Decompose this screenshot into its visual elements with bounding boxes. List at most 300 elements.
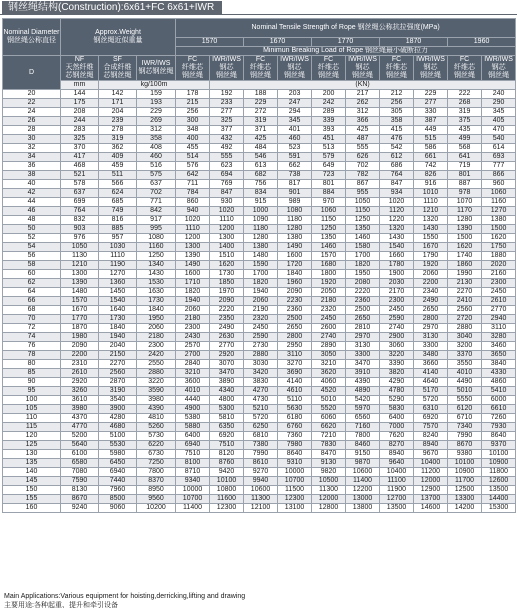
value-cell: 1110 — [99, 252, 137, 261]
value-cell: 405 — [482, 117, 516, 126]
value-cell: 14600 — [414, 504, 448, 513]
value-cell: 1320 — [380, 225, 414, 234]
table-row — [3, 306, 516, 315]
value-cell: 13000 — [346, 495, 380, 504]
value-cell: 7570 — [414, 423, 448, 432]
value-cell: 1190 — [99, 261, 137, 270]
value-cell: 9820 — [312, 468, 346, 477]
value-cell: 3910 — [346, 369, 380, 378]
value-cell: 515 — [414, 135, 448, 144]
value-cell: 4140 — [414, 369, 448, 378]
value-cell: 2090 — [278, 288, 312, 297]
value-cell: 901 — [278, 189, 312, 198]
value-cell: 9240 — [61, 504, 99, 513]
value-cell: 649 — [312, 162, 346, 171]
value-cell: 5010 — [448, 387, 482, 396]
value-cell: 5290 — [380, 396, 414, 405]
diameter-cell: 76 — [3, 342, 61, 351]
value-cell: 7000 — [380, 423, 414, 432]
value-cell: 5420 — [346, 396, 380, 405]
value-cell: 957 — [99, 234, 137, 243]
value-cell: 393 — [312, 126, 346, 135]
value-cell: 1700 — [346, 252, 380, 261]
value-cell: 193 — [137, 99, 176, 108]
value-cell: 2730 — [244, 342, 278, 351]
value-cell: 801 — [312, 180, 346, 189]
diameter-cell: 56 — [3, 252, 61, 261]
value-cell: 3820 — [380, 369, 414, 378]
diameter-cell: 150 — [3, 486, 61, 495]
value-cell: 3590 — [137, 387, 176, 396]
value-cell: 613 — [244, 162, 278, 171]
value-cell: 11600 — [210, 495, 244, 504]
value-cell: 6400 — [380, 414, 414, 423]
value-cell: 1160 — [482, 198, 516, 207]
value-cell: 1350 — [312, 234, 346, 243]
value-cell: 11700 — [448, 477, 482, 486]
value-cell: 1510 — [210, 252, 244, 261]
value-cell: 5640 — [61, 441, 99, 450]
value-cell: 8470 — [312, 450, 346, 459]
value-cell: 4490 — [448, 378, 482, 387]
value-cell: 1180 — [278, 216, 312, 225]
value-cell: 7210 — [312, 432, 346, 441]
value-cell: 12200 — [346, 486, 380, 495]
diameter-cell: 24 — [3, 108, 61, 117]
value-cell: 6450 — [99, 459, 137, 468]
value-cell: 6060 — [312, 414, 346, 423]
value-cell: 204 — [99, 108, 137, 117]
value-cell: 826 — [414, 171, 448, 180]
value-cell: 5200 — [61, 432, 99, 441]
table-row — [3, 414, 516, 423]
value-cell: 7960 — [99, 486, 137, 495]
value-cell: 511 — [99, 171, 137, 180]
value-cell: 13500 — [482, 486, 516, 495]
value-cell: 8640 — [482, 432, 516, 441]
value-cell: 1110 — [414, 198, 448, 207]
table-row — [3, 243, 516, 252]
value-cell: 2800 — [414, 315, 448, 324]
value-cell: 2770 — [482, 306, 516, 315]
value-cell: 10900 — [482, 459, 516, 468]
value-cell: 12600 — [482, 477, 516, 486]
value-cell: 9870 — [346, 459, 380, 468]
value-cell: 934 — [380, 189, 414, 198]
value-cell: 11100 — [380, 477, 414, 486]
value-cell: 10000 — [278, 468, 312, 477]
value-cell: 3550 — [448, 360, 482, 369]
value-cell: 1110 — [210, 216, 244, 225]
value-cell: 637 — [137, 180, 176, 189]
value-cell: 976 — [61, 234, 99, 243]
value-cell: 3260 — [61, 387, 99, 396]
value-cell: 2500 — [346, 306, 380, 315]
main-applications-text-cn: 主要用途:各种起重、提升和牵引设备 — [4, 602, 118, 609]
strength-col-fc: FC 纤维芯 钢丝绳 — [176, 56, 210, 81]
value-cell: 5110 — [278, 396, 312, 405]
diameter-cell: 22 — [3, 99, 61, 108]
value-cell: 2200 — [414, 279, 448, 288]
unit-kn: (KN) — [210, 81, 516, 90]
value-cell: 4370 — [61, 414, 99, 423]
strength-col-iwr: IWR/IWS 钢芯 钢丝绳 — [482, 56, 516, 81]
value-cell: 4270 — [244, 387, 278, 396]
value-cell: 5210 — [244, 405, 278, 414]
value-cell: 555 — [210, 153, 244, 162]
value-cell: 1820 — [346, 261, 380, 270]
diameter-cell: 130 — [3, 450, 61, 459]
value-cell: 1050 — [61, 243, 99, 252]
value-cell: 2310 — [61, 360, 99, 369]
value-cell: 2770 — [210, 342, 244, 351]
value-cell: 370 — [61, 144, 99, 153]
value-cell: 5530 — [99, 441, 137, 450]
value-cell: 1460 — [312, 243, 346, 252]
weight-col-sf: SF 合成纤维 芯钢丝绳 — [99, 56, 137, 81]
table-row — [3, 234, 516, 243]
value-cell: 5630 — [278, 405, 312, 414]
value-cell: 2920 — [61, 378, 99, 387]
value-cell: 1380 — [482, 216, 516, 225]
value-cell: 13700 — [414, 495, 448, 504]
value-cell: 3690 — [278, 369, 312, 378]
value-cell: 5970 — [346, 405, 380, 414]
value-cell: 2340 — [414, 288, 448, 297]
value-cell: 749 — [99, 207, 137, 216]
value-cell: 2180 — [176, 315, 210, 324]
value-cell: 1550 — [414, 234, 448, 243]
value-cell: 2880 — [244, 351, 278, 360]
value-cell: 4280 — [99, 414, 137, 423]
value-cell: 7620 — [380, 432, 414, 441]
value-cell: 9560 — [137, 495, 176, 504]
diameter-cell: 90 — [3, 378, 61, 387]
value-cell: 377 — [210, 126, 244, 135]
value-cell: 256 — [380, 99, 414, 108]
value-cell: 2050 — [312, 288, 346, 297]
table-row — [3, 432, 516, 441]
value-cell: 9670 — [414, 450, 448, 459]
value-cell: 6310 — [414, 405, 448, 414]
value-cell: 1010 — [414, 189, 448, 198]
value-cell: 294 — [278, 108, 312, 117]
value-cell: 1740 — [448, 252, 482, 261]
value-cell: 1250 — [346, 216, 380, 225]
value-cell: 1980 — [61, 333, 99, 342]
rope-spec-table — [2, 18, 516, 513]
value-cell: 4330 — [482, 369, 516, 378]
value-cell: 6610 — [482, 405, 516, 414]
diameter-cell: 74 — [3, 333, 61, 342]
value-cell: 3890 — [210, 378, 244, 387]
value-cell: 9380 — [448, 450, 482, 459]
strength-col-fc: FC 纤维芯 钢丝绳 — [312, 56, 346, 81]
value-cell: 2840 — [176, 360, 210, 369]
value-cell: 2560 — [448, 306, 482, 315]
table-row — [3, 468, 516, 477]
value-cell: 6250 — [244, 423, 278, 432]
value-cell: 523 — [278, 144, 312, 153]
value-cell: 1850 — [210, 279, 244, 288]
value-cell: 10700 — [176, 495, 210, 504]
value-cell: 8610 — [244, 459, 278, 468]
value-cell: 1640 — [99, 306, 137, 315]
weight-col-iwr: IWR/IWS 钢芯钢丝绳 — [137, 56, 176, 81]
value-cell: 1050 — [346, 198, 380, 207]
value-cell: 3200 — [448, 342, 482, 351]
value-cell: 1160 — [137, 243, 176, 252]
value-cell: 1820 — [176, 288, 210, 297]
value-cell: 1460 — [346, 234, 380, 243]
diameter-cell: 60 — [3, 270, 61, 279]
table-row — [3, 423, 516, 432]
value-cell: 9130 — [312, 459, 346, 468]
grade-1770: 1770 — [312, 38, 380, 47]
value-cell: 256 — [176, 108, 210, 117]
value-cell: 8760 — [210, 459, 244, 468]
value-cell: 2590 — [244, 333, 278, 342]
value-cell: 5260 — [137, 423, 176, 432]
value-cell: 2300 — [482, 279, 516, 288]
value-cell: 5380 — [176, 414, 210, 423]
value-cell: 860 — [176, 198, 210, 207]
value-cell: 1150 — [312, 216, 346, 225]
value-cell: 7260 — [482, 414, 516, 423]
value-cell: 5810 — [210, 414, 244, 423]
table-row — [3, 315, 516, 324]
value-cell: 3980 — [61, 405, 99, 414]
value-cell: 2740 — [312, 333, 346, 342]
value-cell: 12700 — [380, 495, 414, 504]
value-cell: 1060 — [312, 207, 346, 216]
value-cell: 4520 — [312, 387, 346, 396]
value-cell: 345 — [482, 108, 516, 117]
value-cell: 6000 — [482, 396, 516, 405]
table-row — [3, 504, 516, 513]
value-cell: 3830 — [244, 378, 278, 387]
table-row — [3, 351, 516, 360]
value-cell: 7250 — [137, 459, 176, 468]
value-cell: 1000 — [244, 207, 278, 216]
value-cell: 586 — [414, 144, 448, 153]
table-row — [3, 387, 516, 396]
value-cell: 2600 — [312, 324, 346, 333]
value-cell: 2020 — [482, 261, 516, 270]
table-row — [3, 297, 516, 306]
value-cell: 3040 — [448, 333, 482, 342]
value-cell: 1020 — [176, 216, 210, 225]
value-cell: 8670 — [61, 495, 99, 504]
value-cell: 13100 — [278, 504, 312, 513]
value-cell: 3460 — [482, 342, 516, 351]
value-cell: 2360 — [278, 306, 312, 315]
value-cell: 578 — [61, 180, 99, 189]
value-cell: 7080 — [61, 468, 99, 477]
value-cell: 5720 — [414, 396, 448, 405]
value-cell: 989 — [278, 198, 312, 207]
value-cell: 801 — [448, 171, 482, 180]
value-cell: 1940 — [244, 288, 278, 297]
value-cell: 2800 — [278, 333, 312, 342]
value-cell: 415 — [380, 126, 414, 135]
value-cell: 9340 — [176, 477, 210, 486]
value-cell: 917 — [137, 216, 176, 225]
table-row — [3, 117, 516, 126]
table-row — [3, 153, 516, 162]
value-cell: 1620 — [448, 243, 482, 252]
value-cell: 1280 — [244, 234, 278, 243]
value-cell: 8370 — [137, 477, 176, 486]
value-cell: 4010 — [176, 387, 210, 396]
value-cell: 10600 — [346, 468, 380, 477]
value-cell: 3130 — [414, 333, 448, 342]
value-cell: 12300 — [278, 495, 312, 504]
value-cell: 330 — [414, 108, 448, 117]
value-cell: 217 — [346, 90, 380, 99]
value-cell: 1660 — [380, 252, 414, 261]
value-cell: 1840 — [99, 324, 137, 333]
table-row — [3, 216, 516, 225]
value-cell: 4770 — [61, 423, 99, 432]
value-cell: 7990 — [448, 432, 482, 441]
value-cell: 233 — [210, 99, 244, 108]
value-cell: 3370 — [448, 351, 482, 360]
value-cell: 345 — [278, 117, 312, 126]
value-cell: 290 — [482, 99, 516, 108]
value-cell: 5880 — [176, 423, 210, 432]
value-cell: 955 — [346, 189, 380, 198]
value-cell: 1400 — [210, 243, 244, 252]
value-cell: 3190 — [99, 387, 137, 396]
value-cell: 10100 — [448, 459, 482, 468]
value-cell: 641 — [448, 153, 482, 162]
diameter-cell: 54 — [3, 243, 61, 252]
value-cell: 3540 — [99, 396, 137, 405]
value-cell: 3420 — [244, 369, 278, 378]
table-row — [3, 288, 516, 297]
table-row — [3, 270, 516, 279]
value-cell: 460 — [278, 135, 312, 144]
value-cell: 3030 — [244, 360, 278, 369]
value-cell: 12900 — [414, 486, 448, 495]
value-cell: 514 — [176, 153, 210, 162]
table-row — [3, 342, 516, 351]
value-cell: 2180 — [137, 333, 176, 342]
table-body — [3, 90, 516, 513]
value-cell: 188 — [244, 90, 278, 99]
value-cell: 319 — [244, 117, 278, 126]
value-cell: 1380 — [278, 234, 312, 243]
value-cell: 1250 — [312, 225, 346, 234]
value-cell: 1720 — [278, 261, 312, 270]
unit-mm: mm — [61, 81, 99, 90]
value-cell: 9640 — [380, 459, 414, 468]
value-cell: 1730 — [137, 297, 176, 306]
value-cell: 2450 — [312, 315, 346, 324]
value-cell: 375 — [448, 117, 482, 126]
table-row — [3, 162, 516, 171]
value-cell: 272 — [244, 108, 278, 117]
table-row — [3, 108, 516, 117]
value-cell: 8710 — [176, 468, 210, 477]
value-cell: 3660 — [414, 360, 448, 369]
value-cell: 719 — [448, 162, 482, 171]
value-cell: 9150 — [346, 450, 380, 459]
value-cell: 568 — [448, 144, 482, 153]
value-cell: 5730 — [137, 432, 176, 441]
value-cell: 4890 — [346, 387, 380, 396]
diameter-cell: 140 — [3, 468, 61, 477]
value-cell: 1270 — [482, 207, 516, 216]
diameter-cell: 110 — [3, 414, 61, 423]
value-cell: 455 — [176, 144, 210, 153]
diameter-cell: 48 — [3, 216, 61, 225]
value-cell: 1340 — [137, 261, 176, 270]
diameter-cell: 26 — [3, 117, 61, 126]
value-cell: 1960 — [278, 279, 312, 288]
table-row — [3, 333, 516, 342]
value-cell: 1840 — [278, 270, 312, 279]
value-cell: 1200 — [176, 234, 210, 243]
value-cell: 2420 — [137, 351, 176, 360]
value-cell: 2220 — [346, 288, 380, 297]
value-cell: 1280 — [278, 225, 312, 234]
value-cell: 9060 — [99, 504, 137, 513]
strength-col-iwr: IWR/IWS 钢芯 钢丝绳 — [278, 56, 312, 81]
value-cell: 3840 — [482, 360, 516, 369]
value-cell: 3470 — [346, 360, 380, 369]
value-cell: 300 — [176, 117, 210, 126]
value-cell: 4900 — [176, 405, 210, 414]
value-cell: 222 — [448, 90, 482, 99]
value-cell: 686 — [380, 162, 414, 171]
diameter-cell: 46 — [3, 207, 61, 216]
weight-col-nf: NF 天然纤维 芯钢丝绳 — [61, 56, 99, 81]
value-cell: 702 — [346, 162, 380, 171]
value-cell: 3050 — [312, 351, 346, 360]
value-cell: 339 — [312, 117, 346, 126]
value-cell: 612 — [380, 153, 414, 162]
value-cell: 769 — [210, 180, 244, 189]
value-cell: 764 — [61, 207, 99, 216]
diameter-cell: 52 — [3, 234, 61, 243]
value-cell: 642 — [176, 171, 210, 180]
strength-col-iwr: IWR/IWS 钢芯 钢丝绳 — [414, 56, 448, 81]
value-cell: 2350 — [210, 315, 244, 324]
value-cell: 1180 — [244, 225, 278, 234]
value-cell: 14200 — [448, 504, 482, 513]
value-cell: 3390 — [380, 360, 414, 369]
value-cell: 1860 — [448, 261, 482, 270]
value-cell: 694 — [210, 171, 244, 180]
value-cell: 2320 — [244, 315, 278, 324]
value-cell: 4010 — [448, 369, 482, 378]
value-cell: 1940 — [176, 297, 210, 306]
value-cell: 4140 — [278, 378, 312, 387]
value-cell: 4440 — [176, 396, 210, 405]
diameter-cell: 32 — [3, 144, 61, 153]
diameter-cell: 66 — [3, 297, 61, 306]
value-cell: 9370 — [482, 441, 516, 450]
value-cell: 867 — [346, 180, 380, 189]
value-cell: 2060 — [414, 270, 448, 279]
value-cell: 1300 — [210, 234, 244, 243]
value-cell: 1950 — [137, 315, 176, 324]
value-cell: 425 — [346, 126, 380, 135]
value-cell: 1300 — [61, 270, 99, 279]
value-cell: 470 — [482, 126, 516, 135]
